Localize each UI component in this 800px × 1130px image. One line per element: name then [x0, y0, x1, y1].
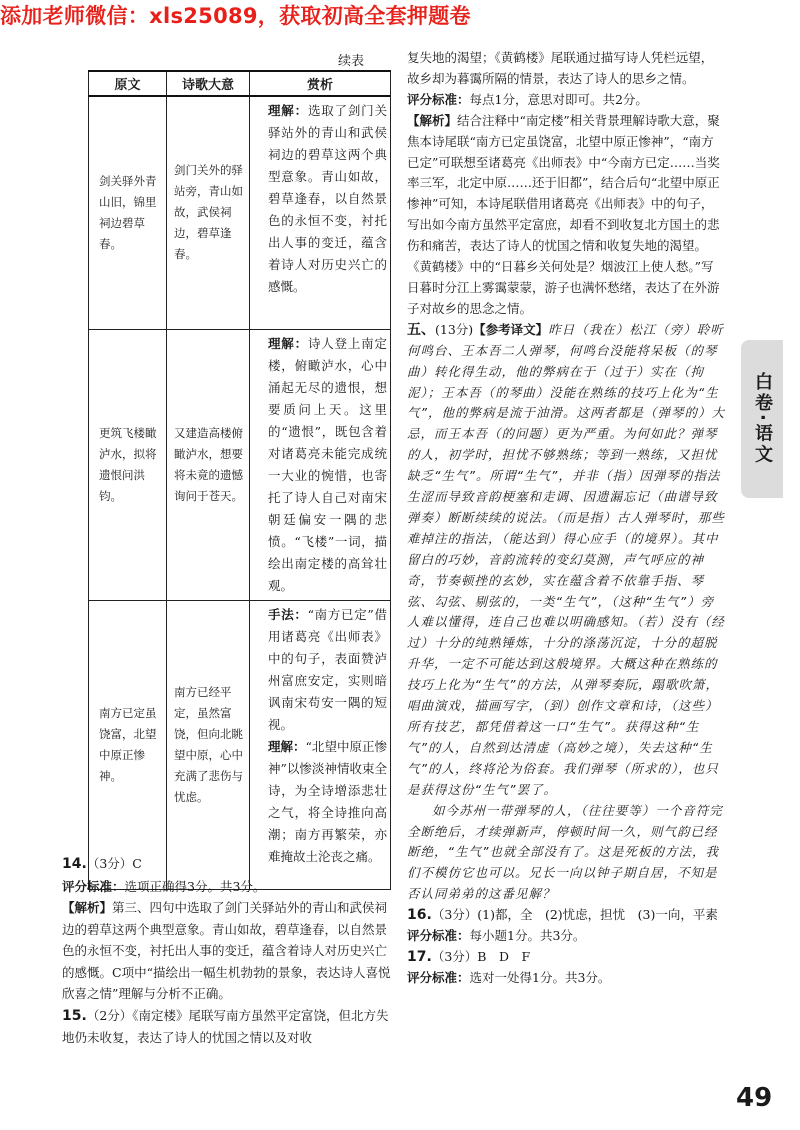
page-number: 49	[736, 1083, 773, 1113]
cell-original: 南方已定虽饶富，北望中原正惨神。	[89, 600, 167, 889]
criteria-label: 评分标准：	[407, 969, 470, 985]
q15-answer	[62, 1005, 394, 1049]
analysis-text: 第三、四句中选取了剑门关驿站外的青山和武侯祠边的碧草这两个典型意象。青山如故，碧草逢春，以自然景色的永恒不变，衬托出人事的变迁，蕴含着诗人对历史兴亡的感慨。C项中“描绘出一幅生机勃勃的景象，表达诗人喜悦欣喜之情”理解与分析不正确。	[62, 900, 391, 1001]
criteria-label: 评分标准：	[407, 928, 470, 944]
technique-label: 手法：	[268, 606, 308, 622]
q5-translation-para2: 如今苏州一带弹琴的人，（往往要等）一个音符完全断绝后，才续弹新声，停顿时间一久，则气韵已经断绝，“生气”也就全部没有了。这是死板的方法，我们不模仿它也可以。兄长一向以钟子期自居，不知是否认同弟弟的这番见解？	[407, 802, 723, 902]
subject-side-tab	[741, 340, 783, 498]
cell-analysis	[250, 600, 391, 889]
table-row	[89, 329, 391, 600]
q15-criteria	[407, 90, 725, 111]
table-header-row	[89, 71, 391, 96]
q17-number: 17.	[407, 948, 432, 965]
translation-text: 昨日（我在）松江（旁）聆听何鸣台、王本吾二人弹琴，何鸣台没能将呆板（的琴曲）转化得生动，他的弊病在于（过于）实在（拘泥）；王本吾（的琴曲）没能在熟练的技巧上化为“生气”，他的弊病是流于油滑。这两者都是（弹琴的）大忌，而王本吾（的问题）更为严重。为何如此？弹琴的人，初学时，担忧不够熟练；等到一熟练，又担忧缺乏“生气”。所谓“生气”，并非（指）因弹琴的指法生涩而导致音韵梗塞和走调、因遗漏忘记（曲谱导致弹奏）断断续续的说法。（而是指）古人弹琴时，那些难掉注的指法，（能达到）得心应手（的境界）。其中留白的巧妙，音韵流转的变幻莫测，声气呼应的神奇，节奏顿挫的玄妙，实在蕴含着不依靠手指、琴弦、勾弦、剔弦的，一类“生气”，（这种“生气”）旁人难以懂得，连自己也难以明确感知。（若）没有（经过）十分的纯熟锤炼，十分的涤荡沉淀，十分的超脱升华，一定不可能达到这般境界。大概这种在熟练的技巧上化为“生气”的方法，从弹琴奏阮，蹋歌吹箫，唱曲演戏，描画写字，（到）创作文章和诗，（这些）所有技艺，都凭借着这一口“生气”。获得这种“生气”的人，自然到达清虚（高妙之境），失去这种“生气”的人，终将沦为俗套。我们弹琴（所求的），也只是获得这份“生气”罢了。	[407, 321, 725, 797]
criteria-text: 选对一处得1分。共3分。	[469, 969, 611, 985]
cell-original: 剑关驿外青山旧，锦里祠边碧草春。	[89, 96, 167, 329]
continued-label: 续表	[338, 54, 365, 69]
q16-criteria	[407, 926, 725, 947]
q15-answer-text: （2分）《南定楼》尾联写南方虽然平定富饶，但北方失地仍未收复，表达了诗人的忧国之情以及对收	[62, 1007, 389, 1045]
q5-translation	[407, 320, 725, 801]
analysis-label: 理解：	[268, 738, 306, 754]
header-original: 原文	[89, 71, 167, 96]
cell-meaning: 南方已经平定，虽然富饶，但向北眺望中原，心中充满了悲伤与忧虑。	[167, 600, 250, 889]
analysis-tag: 【解析】	[62, 900, 113, 915]
q14-analysis	[62, 897, 394, 1005]
q17-answer-text: （3分）B D F	[431, 948, 531, 964]
q14-number: 14.	[62, 856, 87, 872]
table-row	[89, 600, 391, 889]
q17-answer	[407, 947, 725, 968]
analysis-label: 理解：	[268, 103, 308, 118]
q17-criteria	[407, 968, 725, 989]
criteria-text: 选项正确得3分。共3分。	[124, 878, 266, 894]
analysis-text: “北望中原正惨神”以惨淡神情收束全诗，为全诗增添悲壮之气，将全诗推向高潮；南方再繁荣，亦难掩故土沦丧之痛。	[268, 738, 387, 864]
q5-number: 五、	[407, 321, 435, 338]
q15-answer-continued: 复失地的渴望；《黄鹤楼》尾联通过描写诗人凭栏远望，故乡却为暮霭所隔的情景，表达了诗人的思乡之情。	[407, 50, 714, 86]
technique-text: “南方已定”借用诸葛亮《出师表》中的句子，表面赞泸州富庶安定，实则暗讽南宋苟安一隅的短视。	[268, 606, 387, 732]
cell-meaning: 又建造高楼俯瞰泸水，想要将未竟的遗憾询问于苍天。	[167, 329, 250, 600]
cell-original: 更筑飞楼瞰泸水，拟将遗恨问洪钧。	[89, 329, 167, 600]
q14-answer	[62, 853, 394, 876]
promo-banner: 添加老师微信：xls25089，获取初高全套押题卷	[0, 4, 471, 28]
cell-analysis	[250, 96, 391, 329]
analysis-text: 诗人登上南定楼，俯瞰泸水，心中涌起无尽的遗恨，想要质问上天。这里的“遗恨”，既包含着对诸葛亮未能完成统一大业的惋惜，也寄托了诗人自己对南宋朝廷偏安一隅的悲愤。“飞楼”一词，描绘出南定楼的高耸壮观。	[268, 335, 387, 593]
analysis-text: 选取了剑门关驿站外的青山和武侯祠边的碧草这两个典型意象。青山如故，碧草逢春，以自然景色的永恒不变，衬托出人事的变迁，蕴含着诗人对历史兴亡的感慨。	[268, 103, 387, 294]
q15-analysis	[407, 111, 725, 320]
right-column-answers	[407, 48, 725, 989]
cell-analysis	[250, 329, 391, 600]
q16-answer-text: （3分）(1)都，全 (2)忧虑，担忧 (3)一向，平素	[431, 907, 718, 923]
criteria-text: 每小题1分。共3分。	[469, 928, 586, 944]
q5-points: (13分)	[435, 321, 474, 337]
table-row	[89, 96, 391, 329]
translation-tag: 【参考译文】	[473, 321, 549, 337]
criteria-label: 评分标准：	[62, 878, 125, 894]
q14-criteria	[62, 876, 394, 898]
poem-analysis-table	[88, 70, 391, 890]
analysis-label: 理解：	[268, 335, 308, 351]
criteria-label: 评分标准：	[407, 91, 470, 107]
analysis-text: 结合注释中“南定楼”相关背景理解诗歌大意，聚焦本诗尾联“南方已定虽饶富，北望中原正惨神”，“南方已定”可联想至诸葛亮《出师表》中“今南方已定……当奖率三军，北定中原……还于旧都”，结合后句“北望中原正惨神”可知，本诗尾联借用诸葛亮《出师表》中的句子，写出如今南方虽然平定富庶，却看不到收复北方国土的悲伤和痛苦，表达了诗人的忧国之情和收复失地的渴望。《黄鹤楼》中的“日暮乡关何处是？烟波江上使人愁。”写日暮时分江上雾霭蒙蒙，游子也满怀愁绪，表达了在外游子对故乡的思念之情。	[407, 112, 720, 316]
criteria-text: 每点1分，意思对即可。共2分。	[469, 91, 648, 107]
cell-meaning: 剑门关外的驿站旁，青山如故，武侯祠边，碧草逢春。	[167, 96, 250, 329]
header-analysis: 赏析	[250, 71, 391, 96]
q16-answer	[407, 905, 725, 926]
left-column-answers	[62, 853, 394, 1049]
header-meaning: 诗歌大意	[167, 71, 250, 96]
side-tab-label: 白卷·语文	[752, 372, 773, 466]
q16-number: 16.	[407, 907, 432, 924]
q15-number: 15.	[62, 1007, 87, 1024]
q14-answer-text: （3分）C	[86, 856, 142, 871]
analysis-tag: 【解析】	[407, 112, 458, 128]
